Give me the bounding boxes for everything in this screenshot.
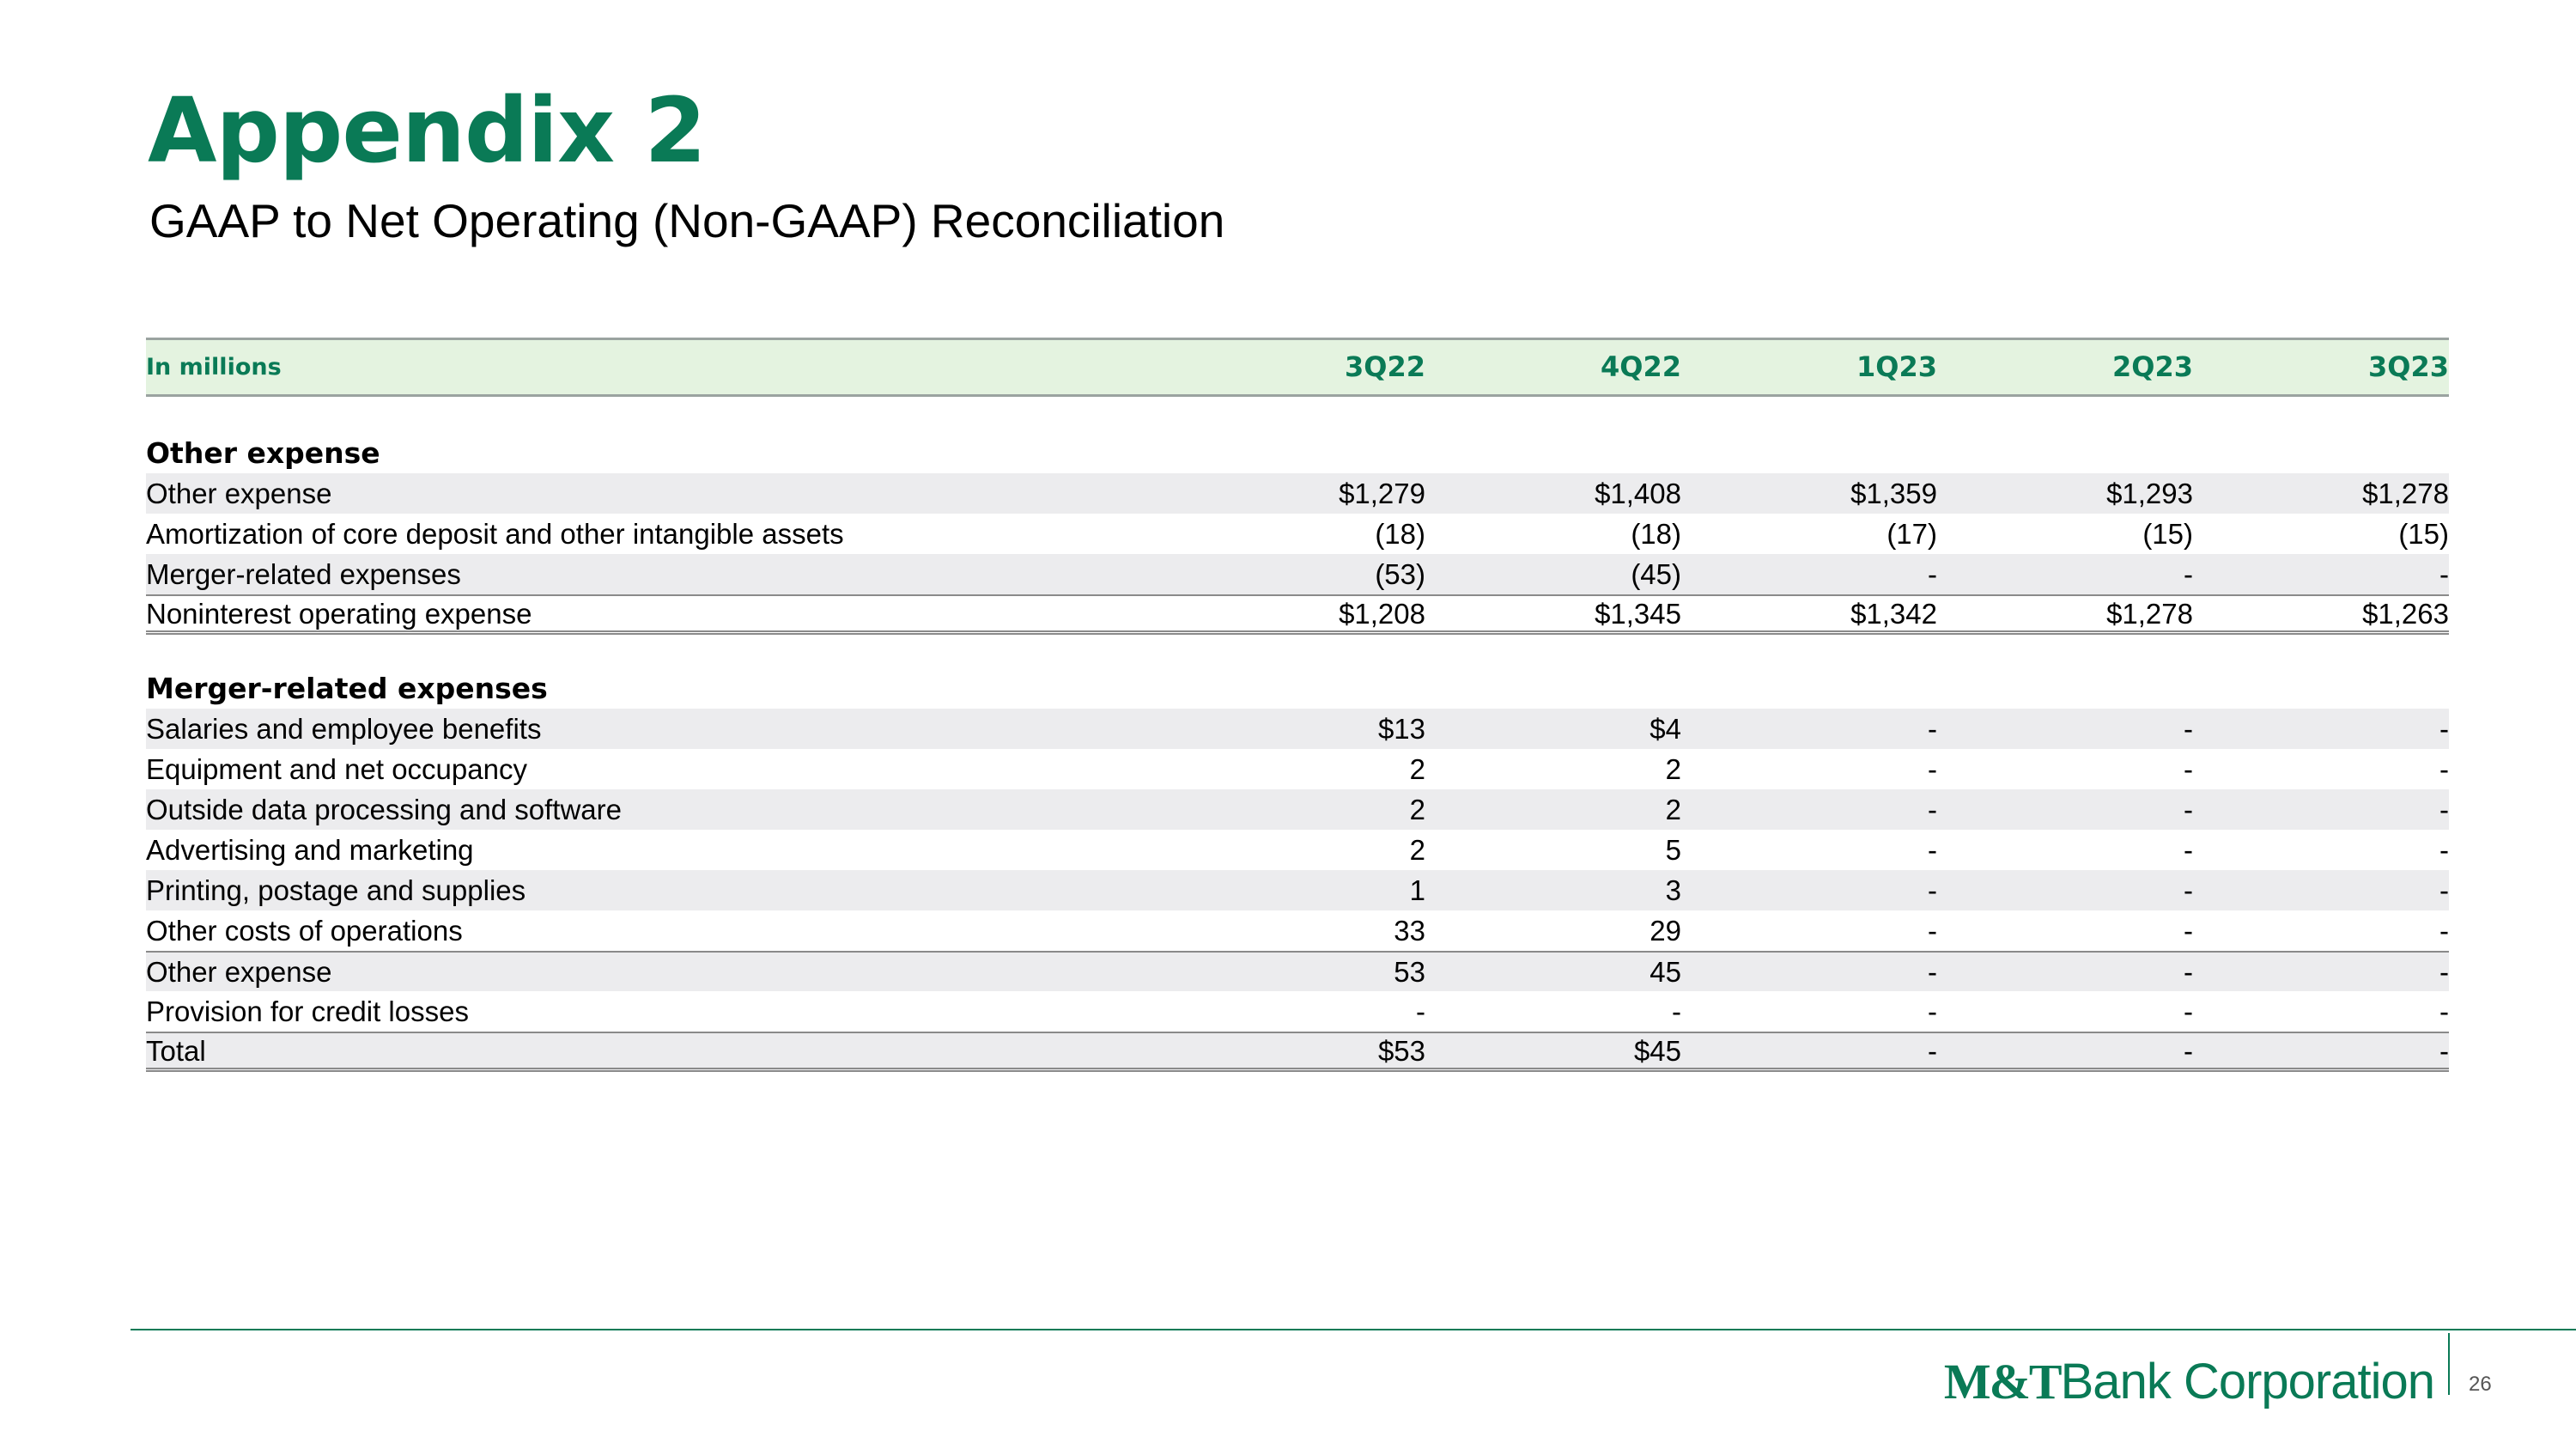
cell: $1,408 bbox=[1595, 478, 1681, 509]
table-row bbox=[146, 789, 2449, 830]
cell: - bbox=[2439, 1034, 2449, 1067]
column-header: 4Q22 bbox=[1601, 350, 1681, 383]
page-title: Appendix 2 bbox=[148, 78, 706, 183]
cell: $1,293 bbox=[2106, 478, 2193, 509]
row-label: Printing, postage and supplies bbox=[146, 874, 526, 906]
cell: - bbox=[2184, 834, 2193, 866]
cell: - bbox=[1928, 753, 1937, 785]
cell: $1,345 bbox=[1595, 597, 1681, 630]
cell: (53) bbox=[1375, 558, 1425, 590]
logo-bold-text: M&T bbox=[1943, 1354, 2061, 1409]
cell: - bbox=[1928, 794, 1937, 825]
table-total-row bbox=[146, 1032, 2449, 1072]
cell: 2 bbox=[1665, 753, 1681, 785]
cell: - bbox=[2439, 956, 2449, 988]
cell: - bbox=[2439, 753, 2449, 785]
footer-divider bbox=[131, 1329, 2576, 1330]
table-subtotal-row bbox=[146, 951, 2449, 991]
cell: 53 bbox=[1394, 956, 1425, 988]
cell: - bbox=[1928, 713, 1937, 745]
cell: $1,278 bbox=[2106, 597, 2193, 630]
cell: $1,278 bbox=[2362, 478, 2449, 509]
table-row bbox=[146, 709, 2449, 749]
cell: $1,359 bbox=[1850, 478, 1937, 509]
cell: 33 bbox=[1394, 915, 1425, 947]
company-logo bbox=[1943, 1354, 2434, 1409]
cell: (15) bbox=[2142, 518, 2193, 550]
cell: 1 bbox=[1409, 874, 1425, 906]
row-label: Salaries and employee benefits bbox=[146, 713, 542, 745]
cell: - bbox=[1928, 915, 1937, 947]
row-label: Other costs of operations bbox=[146, 915, 463, 947]
table-row bbox=[146, 991, 2449, 1032]
table-row bbox=[146, 473, 2449, 514]
cell: $1,342 bbox=[1850, 597, 1937, 630]
column-header: 3Q22 bbox=[1345, 350, 1425, 383]
cell: - bbox=[2184, 995, 2193, 1027]
cell: $1,263 bbox=[2362, 597, 2449, 630]
logo-text: Bank Corporation bbox=[2060, 1354, 2434, 1409]
cell: - bbox=[2184, 915, 2193, 947]
cell: 3 bbox=[1665, 874, 1681, 906]
cell: - bbox=[2439, 834, 2449, 866]
reconciliation-table bbox=[146, 338, 2449, 1072]
table-row bbox=[146, 830, 2449, 870]
cell: 45 bbox=[1649, 956, 1681, 988]
row-label: Provision for credit losses bbox=[146, 995, 469, 1027]
table-row bbox=[146, 870, 2449, 910]
cell: $1,208 bbox=[1339, 597, 1425, 630]
cell: - bbox=[1928, 834, 1937, 866]
column-header: 3Q23 bbox=[2368, 350, 2449, 383]
column-header: 2Q23 bbox=[2112, 350, 2193, 383]
cell: 2 bbox=[1409, 753, 1425, 785]
cell: - bbox=[2439, 558, 2449, 590]
cell: - bbox=[1928, 956, 1937, 988]
section-heading: Merger-related expenses bbox=[146, 672, 548, 705]
cell: (15) bbox=[2398, 518, 2449, 550]
row-label: Equipment and net occupancy bbox=[146, 753, 527, 785]
cell: - bbox=[2439, 794, 2449, 825]
cell: (18) bbox=[1375, 518, 1425, 550]
cell: 5 bbox=[1665, 834, 1681, 866]
row-label: Amortization of core deposit and other intangible assets bbox=[146, 518, 844, 550]
row-label: Noninterest operating expense bbox=[146, 597, 532, 630]
cell: (18) bbox=[1631, 518, 1681, 550]
row-label: Total bbox=[146, 1034, 206, 1067]
table-row bbox=[146, 910, 2449, 951]
row-label: Merger-related expenses bbox=[146, 558, 461, 590]
table-row bbox=[146, 554, 2449, 594]
logo-divider bbox=[2448, 1333, 2450, 1395]
table-total-row bbox=[146, 594, 2449, 635]
cell: - bbox=[2184, 1034, 2193, 1067]
cell: - bbox=[1928, 1034, 1937, 1067]
cell: - bbox=[2184, 794, 2193, 825]
cell: - bbox=[1928, 874, 1937, 906]
cell: $53 bbox=[1377, 1034, 1425, 1067]
column-header: 1Q23 bbox=[1856, 350, 1937, 383]
table-header-row bbox=[146, 338, 2449, 397]
cell: - bbox=[2439, 874, 2449, 906]
cell: - bbox=[2439, 713, 2449, 745]
row-label: Other expense bbox=[146, 478, 332, 509]
cell: - bbox=[1928, 558, 1937, 590]
cell: - bbox=[2184, 753, 2193, 785]
page-number: 26 bbox=[2469, 1373, 2492, 1396]
cell: $45 bbox=[1633, 1034, 1681, 1067]
cell: - bbox=[2184, 558, 2193, 590]
cell: $1,279 bbox=[1339, 478, 1425, 509]
cell: - bbox=[2439, 915, 2449, 947]
cell: (45) bbox=[1631, 558, 1681, 590]
cell: 2 bbox=[1665, 794, 1681, 825]
cell: - bbox=[2184, 713, 2193, 745]
row-label: Other expense bbox=[146, 956, 332, 988]
cell: 29 bbox=[1649, 915, 1681, 947]
spacer bbox=[146, 397, 2449, 433]
table-row bbox=[146, 749, 2449, 789]
cell: 2 bbox=[1409, 794, 1425, 825]
cell: 2 bbox=[1409, 834, 1425, 866]
cell: - bbox=[1416, 995, 1425, 1027]
cell: (17) bbox=[1886, 518, 1937, 550]
cell: - bbox=[1672, 995, 1681, 1027]
spacer bbox=[146, 635, 2449, 668]
row-label: Outside data processing and software bbox=[146, 794, 622, 825]
table-row bbox=[146, 514, 2449, 554]
cell: - bbox=[2184, 874, 2193, 906]
page-subtitle: GAAP to Net Operating (Non-GAAP) Reconciliation bbox=[149, 194, 1225, 247]
cell: - bbox=[2184, 956, 2193, 988]
section-heading: Other expense bbox=[146, 436, 380, 470]
cell: - bbox=[1928, 995, 1937, 1027]
unit-label: In millions bbox=[146, 354, 282, 381]
cell: $4 bbox=[1649, 713, 1681, 745]
cell: - bbox=[2439, 995, 2449, 1027]
row-label: Advertising and marketing bbox=[146, 834, 474, 866]
cell: $13 bbox=[1377, 713, 1425, 745]
